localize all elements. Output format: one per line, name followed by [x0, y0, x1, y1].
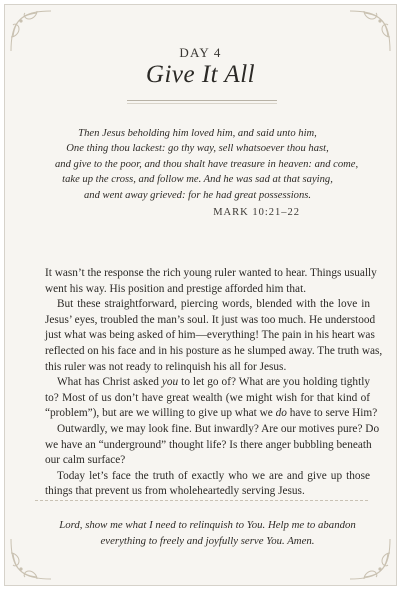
paragraph [45, 375, 378, 422]
text-line: But these straightforward, piercing words, blended with the love in [57, 298, 370, 311]
text-line: this ruler was not ready to relinquish his all for Jesus. [45, 360, 287, 373]
scripture-line: One thing thou lackest: go thy way, sell whatsoever thou hast, [66, 143, 329, 155]
text-line: Outwardly, we may look fine. But inwardly? Are our motives pure? Do [57, 422, 380, 435]
page-title: Give It All [145, 61, 256, 88]
text-run: have to serve Him? [286, 407, 378, 420]
paragraph [45, 422, 380, 469]
emphasis: do [275, 407, 287, 420]
paragraph [45, 469, 370, 500]
text-line [45, 375, 370, 391]
text-line: things that prevent us from wholeheartedly serving Jesus. [45, 485, 305, 498]
text-line: our calm surface? [45, 454, 126, 467]
text-line: Jesus’ eyes, troubled the man’s soul. It just was too much. He understood [45, 313, 376, 326]
scripture-line: and went away grieved: for he had great possessions. [83, 189, 312, 201]
scripture-line: and give to the poor, and thou shalt have treasure in heaven: and come, [55, 158, 359, 170]
text-line: went his way. His position and prestige afforded him that. [45, 282, 307, 295]
prayer-line: everything to freely and joyfully serve You. Amen. [100, 534, 315, 547]
text-line [45, 406, 378, 422]
prayer-divider [35, 500, 368, 501]
scripture-quote [55, 126, 359, 203]
closing-prayer [45, 518, 370, 549]
text-line: to? Most of us don’t have great wealth (we might wish for that kind of [45, 391, 370, 404]
text-line: reflected on his face and in his posture as he slumped away. The truth was, [45, 344, 383, 357]
text-run: What has Christ asked [57, 376, 162, 389]
prayer-line: Lord, show me what I need to relinquish to You. Help me to abandon [59, 519, 356, 531]
text-line: Today let’s face the truth of exactly who we are and give up those [57, 469, 370, 482]
text-line: It wasn’t the response the rich young ruler wanted to hear. Things usually [45, 267, 377, 279]
text-run: to let go of? What are you holding tightly [178, 376, 370, 389]
devotional-page [4, 4, 397, 586]
devotional-body [45, 266, 383, 500]
text-line: just what was being asked of him—everything! The pain in his heart was [45, 329, 375, 342]
scripture-reference: MARK 10:21–22 [213, 207, 300, 218]
title-divider [127, 100, 277, 104]
emphasis: you [161, 376, 179, 389]
paragraph [45, 297, 383, 375]
text-run: “problem”), but are we willing to give up what we [45, 407, 276, 420]
paragraph [45, 266, 377, 297]
scripture-line: take up the cross, and follow me. And he was sad at that saying, [62, 174, 333, 186]
text-line: we have an “underground” thought life? Is there anger bubbling beneath [45, 438, 372, 451]
scripture-line: Then Jesus beholding him loved him, and said unto him, [78, 128, 317, 139]
day-label: DAY 4 [179, 45, 222, 60]
